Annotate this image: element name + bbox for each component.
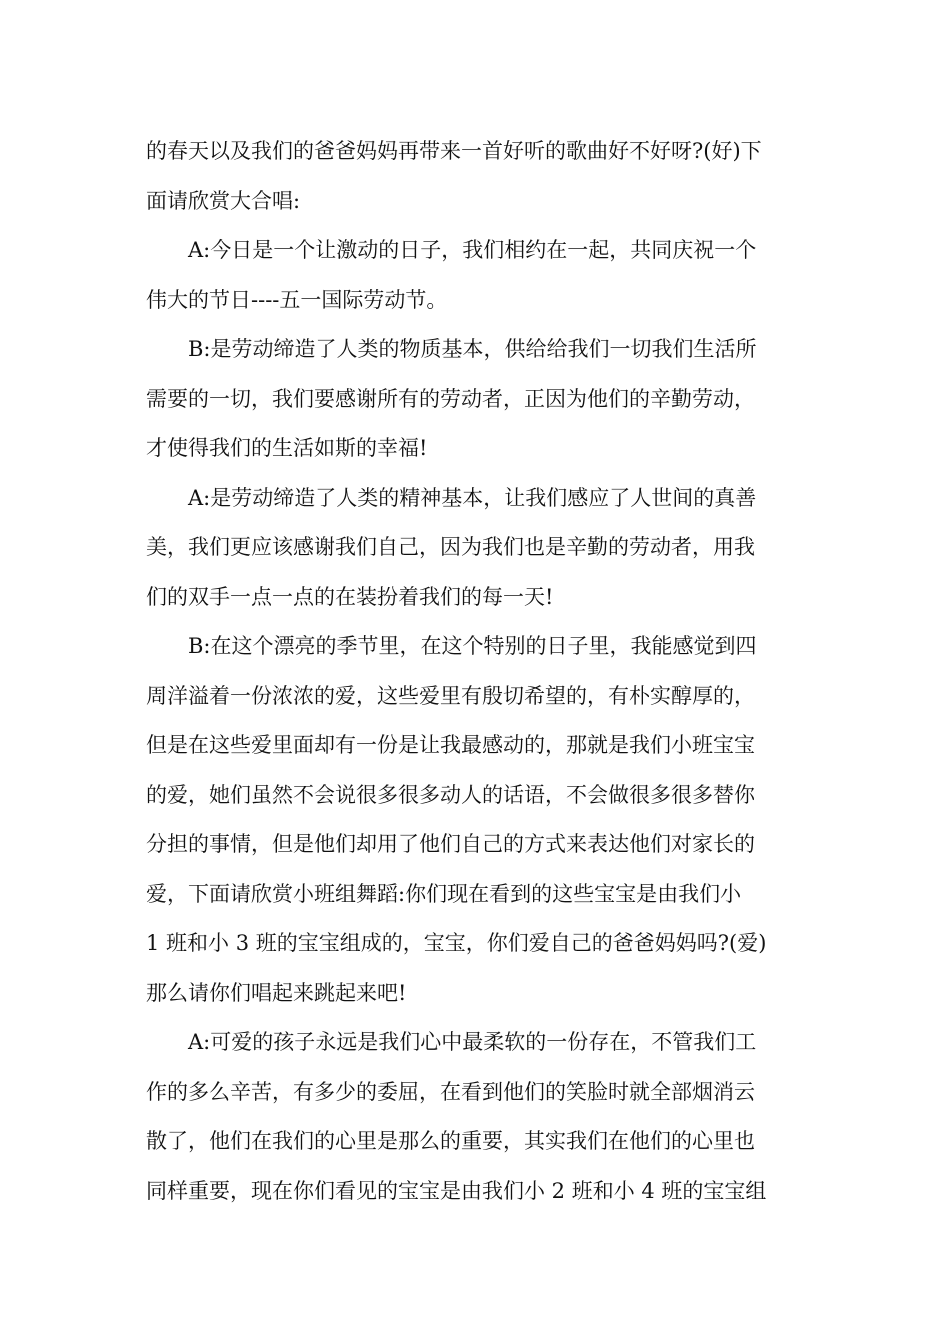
text-line: A:是劳动缔造了人类的精神基本，让我们感应了人世间的真善 — [188, 485, 757, 510]
text-line: 爱，下面请欣赏小班组舞蹈:你们现在看到的这些宝宝是由我们小 — [146, 881, 742, 906]
text-line: 需要的一切，我们要感谢所有的劳动者，正因为他们的辛勤劳动， — [146, 386, 755, 411]
text-line: 的春天以及我们的爸爸妈妈再带来一首好听的歌曲好不好呀?(好)下 — [146, 139, 762, 163]
document-body — [146, 127, 810, 1216]
text-line: 们的双手一点一点的在装扮着我们的每一天! — [146, 584, 554, 609]
text-line: 作的多么辛苦，有多少的委屈，在看到他们的笑脸时就全部烟消云 — [146, 1079, 755, 1104]
text-line: 面请欣赏大合唱: — [146, 188, 301, 213]
text-line: 分担的事情，但是他们却用了他们自己的方式来表达他们对家长的 — [146, 832, 755, 856]
text-line: 伟大的节日----五一国际劳动节。 — [146, 287, 448, 312]
text-line: 同样重要，现在你们看见的宝宝是由我们小 2 班和小 4 班的宝宝组 — [146, 1178, 767, 1203]
text-line: A:可爱的孩子永远是我们心中最柔软的一份存在，不管我们工 — [188, 1030, 757, 1054]
text-line: 但是在这些爱里面却有一份是让我最感动的，那就是我们小班宝宝 — [146, 733, 755, 757]
text-line: B:在这个漂亮的季节里，在这个特别的日子里，我能感觉到四 — [188, 634, 757, 658]
text-line: 散了，他们在我们的心里是那么的重要，其实我们在他们的心里也 — [146, 1129, 755, 1153]
text-line: A:今日是一个让激动的日子，我们相约在一起，共同庆祝一个 — [188, 238, 757, 262]
text-line: 的爱，她们虽然不会说很多很多动人的话语，不会做很多很多替你 — [146, 782, 755, 807]
text-line: 才使得我们的生活如斯的幸福! — [146, 436, 428, 460]
text-line: 1 班和小 3 班的宝宝组成的，宝宝，你们爱自己的爸爸妈妈吗?(爱) — [146, 931, 767, 955]
text-line: 那么请你们唱起来跳起来吧! — [146, 980, 407, 1005]
text-line: B:是劳动缔造了人类的物质基本，供给给我们一切我们生活所 — [188, 337, 757, 361]
text-line: 周洋溢着一份浓浓的爱，这些爱里有殷切希望的，有朴实醇厚的， — [146, 683, 755, 708]
text-line: 美，我们更应该感谢我们自己，因为我们也是辛勤的劳动者，用我 — [146, 535, 755, 559]
